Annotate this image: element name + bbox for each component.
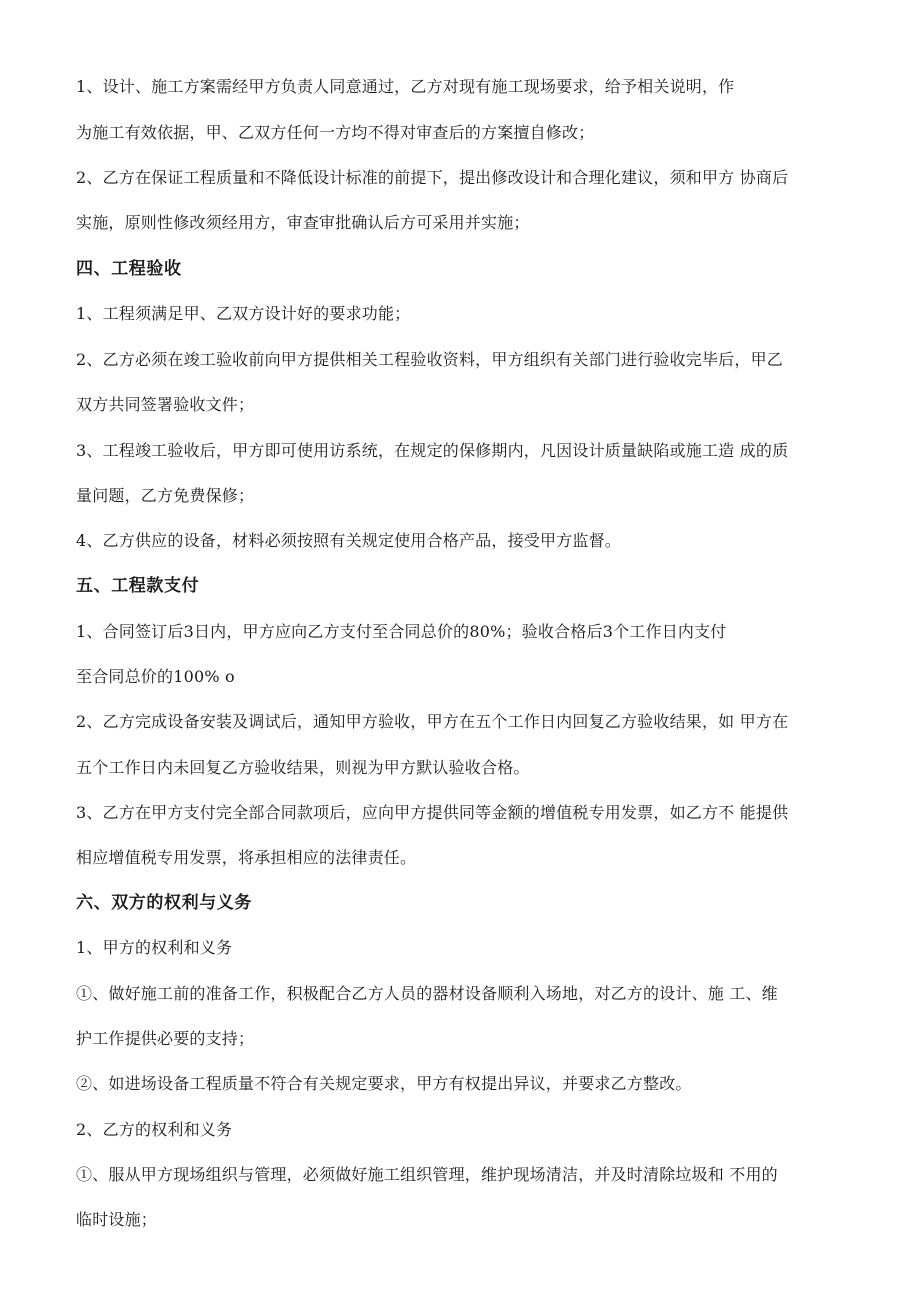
clause-line: 至合同总价的100% o: [76, 667, 235, 686]
clause-line: ①、做好施工前的准备工作，积极配合乙方人员的器材设备顺利入场地，对乙方的设计、施 工、维: [76, 984, 778, 1003]
section-heading-acceptance: 四、工程验收: [76, 259, 182, 279]
section-heading-payment: 五、工程款支付: [76, 576, 200, 596]
clause-line: ②、如进场设备工程质量不符合有关规定要求，甲方有权提出异议，并要求乙方整改。: [76, 1074, 692, 1093]
clause-line: 3、乙方在甲方支付完全部合同款项后，应向甲方提供同等金额的增值税专用发票，如乙方不 能提供: [76, 803, 789, 822]
clause-line: 2、乙方必须在竣工验收前向甲方提供相关工程验收资料，甲方组织有关部门进行验收完毕后，甲乙: [76, 350, 783, 369]
clause-line: 相应增值税专用发票，将承担相应的法律责任。: [76, 848, 417, 867]
clause-line: 为施工有效依据，甲、乙双方任何一方均不得对审查后的方案擅自修改；: [76, 123, 595, 142]
clause-line: 实施，原则性修改须经用方，审查审批确认后方可采用并实施；: [76, 213, 530, 232]
clause-line: 3、工程竣工验收后，甲方即可使用访系统，在规定的保修期内，凡因设计质量缺陷或施工造 成的质: [76, 441, 789, 460]
section-heading-rights-obligations: 六、双方的权利与义务: [76, 893, 252, 913]
clause-line: 1、合同签订后3日内，甲方应向乙方支付至合同总价的80%；验收合格后3个工作日内支付: [76, 622, 727, 641]
clause-line: 护工作提供必要的支持；: [76, 1029, 255, 1048]
clause-line: 双方共同签署验收文件；: [76, 395, 255, 414]
clause-line: 2、乙方在保证工程质量和不降低设计标准的前提下，提出修改设计和合理化建议，须和甲方 协商后: [76, 168, 789, 187]
clause-line: 1、工程须满足甲、乙双方设计好的要求功能；: [76, 304, 411, 323]
clause-line: 临时设施；: [76, 1210, 158, 1229]
clause-line: 1、设计、施工方案需经甲方负责人同意通过，乙方对现有施工现场要求，给予相关说明，作: [76, 77, 735, 96]
clause-line: ①、服从甲方现场组织与管理，必须做好施工组织管理，维护现场清洁，并及时清除垃圾和 不用的: [76, 1165, 778, 1184]
clause-line: 2、乙方完成设备安装及调试后，通知甲方验收，甲方在五个工作日内回复乙方验收结果，如 甲方在: [76, 712, 789, 731]
clause-line: 五个工作日内未回复乙方验收结果，则视为甲方默认验收合格。: [76, 758, 530, 777]
clause-line: 量问题，乙方免费保修；: [76, 486, 255, 505]
clause-line: 1、甲方的权利和义务: [76, 938, 233, 957]
clause-line: 4、乙方供应的设备，材料必须按照有关规定使用合格产品，接受甲方监督。: [76, 531, 621, 550]
clause-line: 2、乙方的权利和义务: [76, 1120, 233, 1139]
